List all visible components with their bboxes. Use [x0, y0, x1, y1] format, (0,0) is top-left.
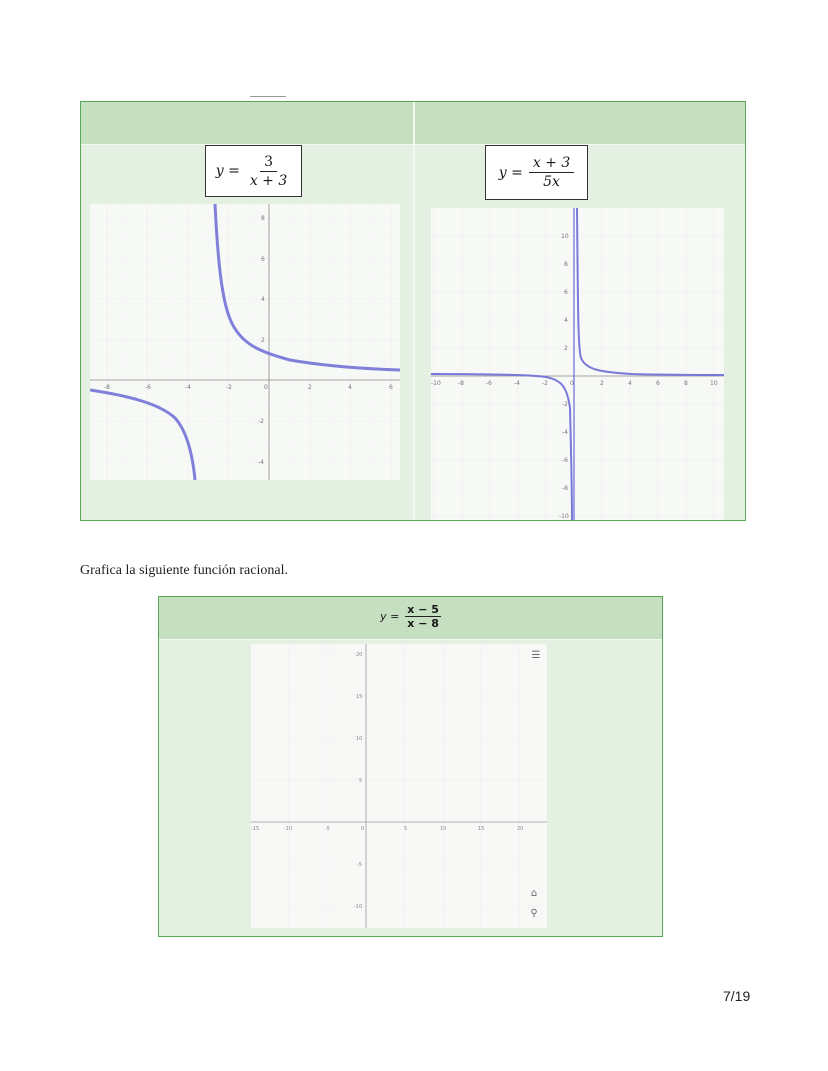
svg-text:-2: -2 — [258, 418, 264, 425]
graph-3-plot — [251, 644, 547, 928]
formula-numerator: x + 3 — [529, 155, 574, 173]
formula-fraction — [246, 154, 291, 189]
svg-text:20: 20 — [356, 652, 363, 658]
formula-numerator: x − 5 — [407, 603, 439, 616]
page-number: 7/19 — [723, 988, 751, 1004]
svg-text:0: 0 — [361, 826, 365, 832]
exercise-table — [158, 596, 663, 937]
svg-text:-4: -4 — [185, 384, 191, 391]
svg-text:15: 15 — [356, 694, 363, 700]
svg-text:10: 10 — [561, 233, 569, 240]
formula-lhs: y = — [380, 610, 400, 623]
svg-text:8: 8 — [684, 380, 688, 387]
svg-text:4: 4 — [348, 384, 352, 391]
svg-text:4: 4 — [628, 380, 632, 387]
graph-2 — [431, 208, 724, 520]
graph-1 — [90, 204, 400, 480]
svg-text:6: 6 — [656, 380, 660, 387]
svg-text:-6: -6 — [145, 384, 151, 391]
svg-text:-5: -5 — [357, 862, 362, 868]
examples-table — [80, 101, 746, 521]
svg-text:2: 2 — [600, 380, 604, 387]
svg-text:-4: -4 — [514, 380, 520, 387]
formula-denominator: x + 3 — [249, 172, 288, 189]
svg-text:10: 10 — [710, 380, 718, 387]
instruction-text: Grafica la siguiente función racional. — [80, 563, 288, 578]
top-rule-mark — [250, 96, 286, 97]
svg-text:8: 8 — [564, 261, 568, 268]
svg-text:2: 2 — [308, 384, 312, 391]
formula-box-2 — [485, 145, 588, 200]
svg-text:-5: -5 — [325, 826, 330, 832]
svg-text:10: 10 — [440, 826, 447, 832]
svg-text:4: 4 — [564, 317, 568, 324]
formula-lhs: y = — [498, 164, 523, 181]
svg-text:-2: -2 — [542, 380, 548, 387]
svg-text:10: 10 — [356, 736, 363, 742]
formula-fraction — [405, 603, 441, 630]
svg-text:-8: -8 — [458, 380, 464, 387]
formula-lhs: y = — [215, 163, 240, 179]
formula-denominator: 5x — [543, 174, 560, 190]
svg-text:4: 4 — [261, 296, 265, 303]
svg-text:-4: -4 — [562, 429, 568, 436]
svg-text:-6: -6 — [562, 457, 568, 464]
svg-text:-15: -15 — [251, 826, 260, 832]
svg-text:2: 2 — [564, 345, 568, 352]
graph-3-blank-plot[interactable] — [251, 644, 547, 928]
column-divider — [413, 102, 415, 520]
svg-text:-10: -10 — [559, 513, 569, 520]
svg-text:-2: -2 — [562, 401, 568, 408]
table-header-row — [159, 597, 662, 640]
svg-text:-10: -10 — [431, 380, 441, 387]
formula-box-1 — [205, 145, 302, 197]
svg-text:-10: -10 — [284, 826, 293, 832]
svg-text:-6: -6 — [486, 380, 492, 387]
svg-text:20: 20 — [517, 826, 524, 832]
graph-2-plot — [431, 208, 724, 520]
svg-text:8: 8 — [261, 215, 265, 222]
svg-text:-10: -10 — [354, 904, 363, 910]
svg-text:5: 5 — [404, 826, 408, 832]
svg-text:-4: -4 — [258, 459, 264, 466]
svg-text:6: 6 — [389, 384, 393, 391]
exercise-formula — [159, 603, 662, 630]
svg-text:5: 5 — [359, 778, 363, 784]
graphics-style-icon[interactable]: ☰ — [531, 649, 541, 661]
svg-text:6: 6 — [261, 256, 265, 263]
svg-text:-2: -2 — [226, 384, 232, 391]
formula-denominator: x − 8 — [407, 617, 439, 630]
svg-text:0: 0 — [264, 384, 268, 391]
home-icon[interactable]: ⌂ — [530, 887, 538, 899]
svg-text:2: 2 — [261, 337, 265, 344]
svg-text:-8: -8 — [562, 485, 568, 492]
svg-text:15: 15 — [478, 826, 485, 832]
svg-text:0: 0 — [570, 380, 574, 387]
svg-text:6: 6 — [564, 289, 568, 296]
formula-fraction — [529, 155, 574, 190]
graph-1-plot — [90, 204, 400, 480]
svg-text:-8: -8 — [104, 384, 110, 391]
formula-numerator: 3 — [260, 154, 277, 172]
zoom-icon[interactable]: ⚲ — [530, 907, 538, 919]
